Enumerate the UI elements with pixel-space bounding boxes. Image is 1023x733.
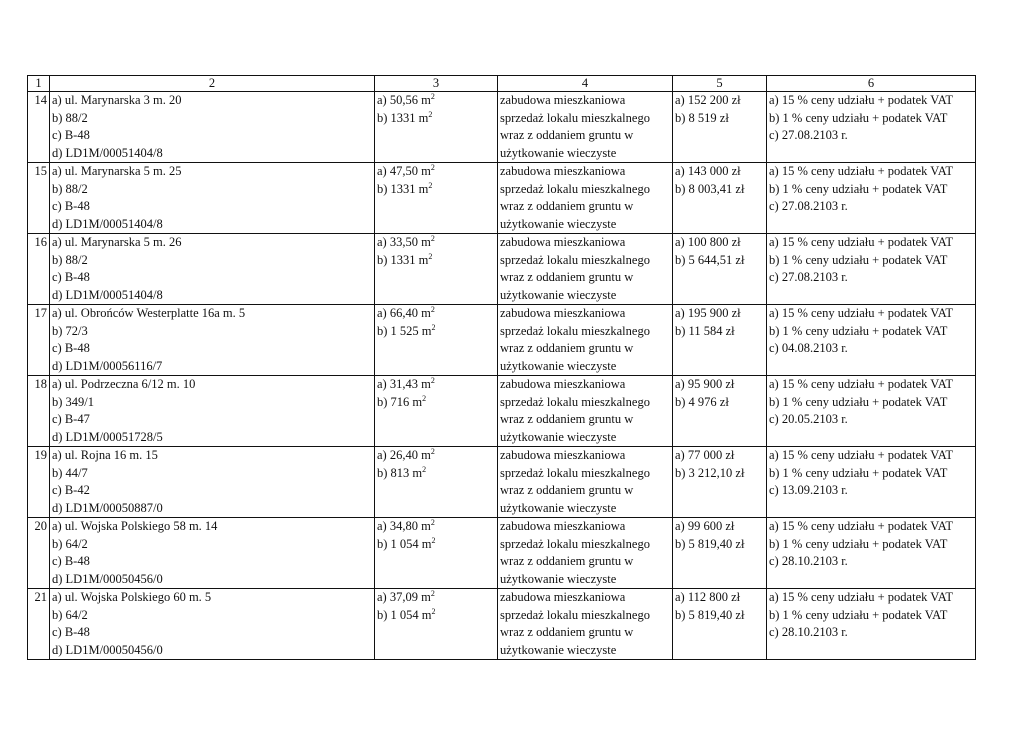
address-cell-line: c) B-47 bbox=[52, 412, 90, 426]
type-cell-line: zabudowa mieszkaniowa bbox=[500, 448, 626, 462]
type-cell bbox=[498, 447, 673, 518]
terms-cell-line: b) 1 % ceny udziału + podatek VAT bbox=[769, 394, 948, 409]
type-cell bbox=[498, 92, 673, 163]
terms-cell-line: a) 15 % ceny udziału + podatek VAT bbox=[769, 377, 953, 391]
value-cell-line: a) 195 900 zł bbox=[675, 306, 741, 320]
row-number: 16 bbox=[28, 234, 50, 305]
type-cell-line: sprzedaż lokalu mieszkalnego bbox=[500, 465, 650, 480]
row-number: 18 bbox=[28, 376, 50, 447]
type-cell-line: zabudowa mieszkaniowa bbox=[500, 164, 626, 178]
address-cell bbox=[50, 92, 375, 163]
type-cell-line: sprzedaż lokalu mieszkalnego bbox=[500, 394, 650, 409]
type-cell-line: użytkowanie wieczyste bbox=[500, 642, 617, 657]
type-cell-line: zabudowa mieszkaniowa bbox=[500, 590, 626, 604]
terms-cell-line: c) 28.10.2103 r. bbox=[769, 625, 848, 639]
address-cell-line: d) LD1M/00050887/0 bbox=[52, 500, 163, 515]
type-cell bbox=[498, 234, 673, 305]
area-cell-line: a) 34,80 $m^2$ bbox=[377, 517, 435, 533]
value-cell bbox=[673, 305, 767, 376]
type-cell bbox=[498, 163, 673, 234]
address-cell-line: c) B-42 bbox=[52, 483, 90, 497]
value-cell-line: a) 99 600 zł bbox=[675, 519, 735, 533]
type-cell-line: użytkowanie wieczyste bbox=[500, 358, 617, 373]
area-cell-line: b) 813 $m^2$ bbox=[377, 464, 427, 480]
terms-cell-line: c) 20.05.2103 r. bbox=[769, 412, 848, 426]
area-cell-line: b) 1 054 $m^2$ bbox=[377, 535, 436, 551]
address-cell-line: b) 88/2 bbox=[52, 110, 88, 125]
value-cell-line: a) 95 900 zł bbox=[675, 377, 735, 391]
value-cell-line: a) 152 200 zł bbox=[675, 93, 741, 107]
value-cell bbox=[673, 376, 767, 447]
address-cell-line: d) LD1M/00051404/8 bbox=[52, 216, 163, 231]
address-cell-line: a) ul. Marynarska 5 m. 26 bbox=[52, 235, 182, 249]
type-cell-line: użytkowanie wieczyste bbox=[500, 145, 617, 160]
terms-cell bbox=[767, 163, 976, 234]
area-cell bbox=[375, 234, 498, 305]
area-cell-line: b) 1331 $m^2$ bbox=[377, 251, 433, 267]
row-number: 15 bbox=[28, 163, 50, 234]
address-cell bbox=[50, 234, 375, 305]
terms-cell-line: a) 15 % ceny udziału + podatek VAT bbox=[769, 519, 953, 533]
type-cell-line: sprzedaż lokalu mieszkalnego bbox=[500, 110, 650, 125]
area-cell bbox=[375, 163, 498, 234]
terms-cell-line: b) 1 % ceny udziału + podatek VAT bbox=[769, 181, 948, 196]
type-cell-line: sprzedaż lokalu mieszkalnego bbox=[500, 536, 650, 551]
area-cell bbox=[375, 447, 498, 518]
address-cell-line: d) LD1M/00056116/7 bbox=[52, 358, 163, 373]
terms-cell-line: b) 1 % ceny udziału + podatek VAT bbox=[769, 607, 948, 622]
terms-cell-line: a) 15 % ceny udziału + podatek VAT bbox=[769, 164, 953, 178]
type-cell-line: zabudowa mieszkaniowa bbox=[500, 519, 626, 533]
type-cell-line: wraz z oddaniem gruntu w bbox=[500, 412, 634, 426]
address-cell-line: d) LD1M/00051728/5 bbox=[52, 429, 163, 444]
value-cell bbox=[673, 518, 767, 589]
address-cell-line: d) LD1M/00050456/0 bbox=[52, 642, 163, 657]
type-cell bbox=[498, 589, 673, 660]
area-cell-line: a) 37,09 $m^2$ bbox=[377, 588, 435, 604]
type-cell-line: zabudowa mieszkaniowa bbox=[500, 93, 626, 107]
address-cell-line: a) ul. Obrońców Westerplatte 16a m. 5 bbox=[52, 306, 246, 320]
terms-cell-line: b) 1 % ceny udziału + podatek VAT bbox=[769, 323, 948, 338]
address-cell-line: a) ul. Podrzeczna 6/12 m. 10 bbox=[52, 377, 196, 391]
terms-cell bbox=[767, 518, 976, 589]
terms-cell-line: a) 15 % ceny udziału + podatek VAT bbox=[769, 306, 953, 320]
value-cell-line: b) 3 212,10 zł bbox=[675, 465, 745, 480]
address-cell-line: c) B-48 bbox=[52, 270, 90, 284]
table-row bbox=[28, 92, 976, 163]
row-number: 20 bbox=[28, 518, 50, 589]
address-cell bbox=[50, 305, 375, 376]
address-cell-line: c) B-48 bbox=[52, 341, 90, 355]
area-cell-line: b) 1 525 $m^2$ bbox=[377, 322, 436, 338]
table-body bbox=[28, 92, 976, 660]
value-cell-line: b) 4 976 zł bbox=[675, 394, 729, 409]
type-cell-line: użytkowanie wieczyste bbox=[500, 216, 617, 231]
terms-cell-line: b) 1 % ceny udziału + podatek VAT bbox=[769, 465, 948, 480]
type-cell-line: wraz z oddaniem gruntu w bbox=[500, 483, 634, 497]
address-cell bbox=[50, 376, 375, 447]
terms-cell-line: c) 13.09.2103 r. bbox=[769, 483, 848, 497]
area-cell bbox=[375, 305, 498, 376]
type-cell-line: wraz z oddaniem gruntu w bbox=[500, 270, 634, 284]
type-cell-line: użytkowanie wieczyste bbox=[500, 287, 617, 302]
type-cell-line: zabudowa mieszkaniowa bbox=[500, 377, 626, 391]
address-cell-line: b) 44/7 bbox=[52, 465, 88, 480]
type-cell-line: użytkowanie wieczyste bbox=[500, 500, 617, 515]
type-cell bbox=[498, 518, 673, 589]
value-cell-line: a) 112 800 zł bbox=[675, 590, 741, 604]
address-cell-line: b) 64/2 bbox=[52, 536, 88, 551]
terms-cell bbox=[767, 589, 976, 660]
terms-cell-line: c) 27.08.2103 r. bbox=[769, 199, 848, 213]
terms-cell bbox=[767, 447, 976, 518]
type-cell-line: wraz z oddaniem gruntu w bbox=[500, 199, 634, 213]
row-number: 21 bbox=[28, 589, 50, 660]
area-cell-line: a) 47,50 $m^2$ bbox=[377, 162, 435, 178]
type-cell-line: wraz z oddaniem gruntu w bbox=[500, 554, 634, 568]
area-cell-line: b) 1331 $m^2$ bbox=[377, 180, 433, 196]
value-cell-line: b) 5 644,51 zł bbox=[675, 252, 745, 267]
area-cell bbox=[375, 518, 498, 589]
type-cell-line: użytkowanie wieczyste bbox=[500, 429, 617, 444]
address-cell-line: a) ul. Marynarska 5 m. 25 bbox=[52, 164, 182, 178]
table-row bbox=[28, 163, 976, 234]
value-cell-line: b) 11 584 zł bbox=[675, 323, 735, 338]
terms-cell-line: b) 1 % ceny udziału + podatek VAT bbox=[769, 536, 948, 551]
column-header-3: 3 bbox=[375, 76, 498, 92]
area-cell-line: a) 33,50 $m^2$ bbox=[377, 233, 435, 249]
type-cell-line: wraz z oddaniem gruntu w bbox=[500, 128, 634, 142]
value-cell bbox=[673, 447, 767, 518]
value-cell-line: b) 8 519 zł bbox=[675, 110, 729, 125]
column-header-2: 2 bbox=[50, 76, 375, 92]
column-header-6: 6 bbox=[767, 76, 976, 92]
value-cell-line: b) 5 819,40 zł bbox=[675, 607, 745, 622]
value-cell bbox=[673, 163, 767, 234]
area-cell bbox=[375, 589, 498, 660]
value-cell-line: a) 77 000 zł bbox=[675, 448, 735, 462]
area-cell-line: b) 1331 $m^2$ bbox=[377, 109, 433, 125]
address-cell-line: b) 349/1 bbox=[52, 394, 95, 409]
type-cell-line: zabudowa mieszkaniowa bbox=[500, 306, 626, 320]
terms-cell bbox=[767, 305, 976, 376]
row-number: 19 bbox=[28, 447, 50, 518]
table-row bbox=[28, 234, 976, 305]
address-cell-line: d) LD1M/00051404/8 bbox=[52, 145, 163, 160]
address-cell-line: b) 88/2 bbox=[52, 252, 88, 267]
type-cell bbox=[498, 376, 673, 447]
header-row bbox=[28, 76, 976, 92]
address-cell-line: b) 64/2 bbox=[52, 607, 88, 622]
address-cell-line: a) ul. Marynarska 3 m. 20 bbox=[52, 93, 182, 107]
address-cell-line: c) B-48 bbox=[52, 128, 90, 142]
terms-cell-line: a) 15 % ceny udziału + podatek VAT bbox=[769, 448, 953, 462]
address-cell bbox=[50, 163, 375, 234]
value-cell-line: b) 8 003,41 zł bbox=[675, 181, 745, 196]
area-cell bbox=[375, 92, 498, 163]
address-cell bbox=[50, 447, 375, 518]
value-cell-line: a) 100 800 zł bbox=[675, 235, 741, 249]
address-cell bbox=[50, 589, 375, 660]
area-cell-line: b) 1 054 $m^2$ bbox=[377, 606, 436, 622]
type-cell-line: wraz z oddaniem gruntu w bbox=[500, 341, 634, 355]
value-cell bbox=[673, 92, 767, 163]
type-cell-line: zabudowa mieszkaniowa bbox=[500, 235, 626, 249]
value-cell-line: b) 5 819,40 zł bbox=[675, 536, 745, 551]
terms-cell bbox=[767, 376, 976, 447]
address-cell-line: a) ul. Wojska Polskiego 58 m. 14 bbox=[52, 519, 218, 533]
terms-cell bbox=[767, 234, 976, 305]
terms-cell-line: c) 28.10.2103 r. bbox=[769, 554, 848, 568]
address-cell-line: b) 72/3 bbox=[52, 323, 88, 338]
area-cell-line: b) 716 $m^2$ bbox=[377, 393, 427, 409]
type-cell-line: sprzedaż lokalu mieszkalnego bbox=[500, 607, 650, 622]
value-cell bbox=[673, 589, 767, 660]
terms-cell-line: c) 27.08.2103 r. bbox=[769, 270, 848, 284]
terms-cell-line: a) 15 % ceny udziału + podatek VAT bbox=[769, 93, 953, 107]
address-cell-line: c) B-48 bbox=[52, 199, 90, 213]
table-row bbox=[28, 589, 976, 660]
property-listing-table bbox=[27, 75, 976, 660]
address-cell-line: c) B-48 bbox=[52, 554, 90, 568]
terms-cell-line: c) 27.08.2103 r. bbox=[769, 128, 848, 142]
address-cell-line: a) ul. Rojna 16 m. 15 bbox=[52, 448, 158, 462]
type-cell-line: sprzedaż lokalu mieszkalnego bbox=[500, 181, 650, 196]
table-row bbox=[28, 305, 976, 376]
terms-cell-line: c) 04.08.2103 r. bbox=[769, 341, 848, 355]
terms-cell-line: b) 1 % ceny udziału + podatek VAT bbox=[769, 110, 948, 125]
area-cell-line: a) 31,43 $m^2$ bbox=[377, 375, 435, 391]
address-cell-line: b) 88/2 bbox=[52, 181, 88, 196]
value-cell-line: a) 143 000 zł bbox=[675, 164, 741, 178]
address-cell-line: a) ul. Wojska Polskiego 60 m. 5 bbox=[52, 590, 212, 604]
terms-cell-line: a) 15 % ceny udziału + podatek VAT bbox=[769, 235, 953, 249]
table-row bbox=[28, 376, 976, 447]
type-cell-line: sprzedaż lokalu mieszkalnego bbox=[500, 252, 650, 267]
column-header-5: 5 bbox=[673, 76, 767, 92]
area-cell bbox=[375, 376, 498, 447]
address-cell-line: c) B-48 bbox=[52, 625, 90, 639]
type-cell-line: użytkowanie wieczyste bbox=[500, 571, 617, 586]
terms-cell bbox=[767, 92, 976, 163]
column-header-4: 4 bbox=[498, 76, 673, 92]
terms-cell-line: a) 15 % ceny udziału + podatek VAT bbox=[769, 590, 953, 604]
area-cell-line: a) 26,40 $m^2$ bbox=[377, 446, 435, 462]
row-number: 17 bbox=[28, 305, 50, 376]
address-cell-line: d) LD1M/00051404/8 bbox=[52, 287, 163, 302]
type-cell-line: wraz z oddaniem gruntu w bbox=[500, 625, 634, 639]
terms-cell-line: b) 1 % ceny udziału + podatek VAT bbox=[769, 252, 948, 267]
table-row bbox=[28, 518, 976, 589]
area-cell-line: a) 50,56 $m^2$ bbox=[377, 91, 435, 107]
table-row bbox=[28, 447, 976, 518]
address-cell-line: d) LD1M/00050456/0 bbox=[52, 571, 163, 586]
row-number: 14 bbox=[28, 92, 50, 163]
type-cell bbox=[498, 305, 673, 376]
type-cell-line: sprzedaż lokalu mieszkalnego bbox=[500, 323, 650, 338]
address-cell bbox=[50, 518, 375, 589]
area-cell-line: a) 66,40 $m^2$ bbox=[377, 304, 435, 320]
column-header-1: 1 bbox=[28, 76, 50, 92]
value-cell bbox=[673, 234, 767, 305]
